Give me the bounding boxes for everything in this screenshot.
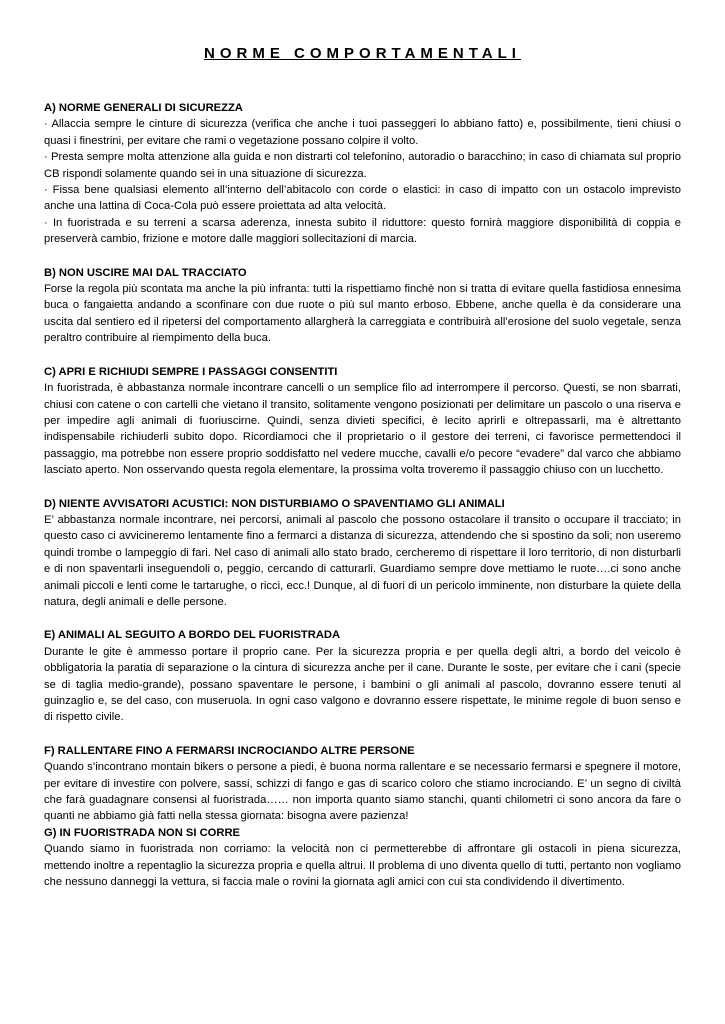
section-heading: F) RALLENTARE FINO A FERMARSI INCROCIANDO ALTRE PERSONE [44,744,415,757]
section-e [44,627,681,725]
section-paragraph: Quando siamo in fuoristrada non corriamo: la velocità non ci permetterebbe di affrontare gli ostacoli in piena sicurezza, mettendo inoltre a repentaglio la sicurezza propria e quella altrui. Il problema di uno diventa quello di tutti, pertanto non vogliamo che nessuno danneggi la vettura, si faccia male o rovini la giornata agli amici con cui sta condividendo il divertimento. [44,843,681,889]
section-heading: C) APRI E RICHIUDI SEMPRE I PASSAGGI CONSENTITI [44,365,338,378]
bullet-paragraph: · Allaccia sempre le cinture di sicurezza (verifica che anche i tuoi passeggeri lo abbiano fatto) e, possibilmente, tieni chiusi o quasi i finestrini, per evitare che rami o vegetazione possano colpire il volto. [44,118,681,147]
section-b [44,265,681,347]
section-heading: G) IN FUORISTRADA NON SI CORRE [44,826,240,839]
page-title: NORME COMPORTAMENTALI [204,45,521,62]
section-heading: B) NON USCIRE MAI DAL TRACCIATO [44,266,247,279]
section-heading: E) ANIMALI AL SEGUITO A BORDO DEL FUORISTRADA [44,629,341,642]
section-paragraph: Quando s’incontrano montain bikers o persone a piedi, è buona norma rallentare e se necessario fermarsi e spegnere il motore, per evitare di investire con polvere, sassi, schizzi di fango e gas di scarico coloro che stiamo incrociando. E’ un segno di civiltà che farà guadagnare consensi al fuoristrada…… non importa quanto siamo stanchi, quanti chilometri ci sono ancora da fare o quanti ne abbiamo già fatti nella stessa giornata: bisogna avere pazienza! [44,761,681,823]
section-paragraph: Durante le gite è ammesso portare il proprio cane. Per la sicurezza propria e per quella degli altri, a bordo del veicolo è obbligatoria la paratia di separazione o la cintura di sicurezza anche per il cane. Durante le soste, per evitare che i cani (specie se di taglia medio-grande), possano spaventare le persone, i bambini o gli animali al pascolo, dovranno essere tenuti al guinzaglio e, se del caso, con museruola. In ogni caso valgono e dovranno essere rispettate, le minime regole di buon senso e di rispetto civile. [44,645,681,724]
section-a [44,100,681,248]
bullet-paragraph: · In fuoristrada e su terreni a scarsa aderenza, innesta subito il riduttore: questo fornirà maggiore disponibilità di coppia e preserverà cambio, frizione e motore dalle maggiori sollecitazioni di marcia. [44,216,681,246]
section-heading: A) NORME GENERALI DI SICUREZZA [44,102,243,114]
section-g [44,825,681,891]
section-paragraph: E’ abbastanza normale incontrare, nei percorsi, animali al pascolo che possono ostacolare il transito o occupare il tracciato; in questo caso ci avvicineremo lentamente fino a fermarci a distanza di sicurezza, attendendo che si spostino da soli; non useremo quindi trombe o lampeggio di fari. Nel caso di animali allo stato brado, cercheremo di rispettare il loro territorio, di non disturbarli e di non spaventarli inseguendoli o, peggio, cercando di catturarli. Guardiamo sempre dove mettiamo le ruote….ci sono anche animali piccoli e lenti come le tartarughe, o ricci, ecc.! Dunque, al di fuori di un pericolo imminente, non disturbare la quiete della natura, degli animali e delle persone. [44,513,681,608]
section-f [44,743,681,825]
bullet-paragraph: · Fissa bene qualsiasi elemento all’interno dell’abitacolo con corde o elastici: in caso di impatto con un ostacolo imprevisto anche una lattina di Coca-Cola può essere proiettata ad alta velocità. [44,184,681,213]
section-heading: D) NIENTE AVVISATORI ACUSTICI: NON DISTURBIAMO O SPAVENTIAMO GLI ANIMALI [44,497,505,510]
section-c [44,364,681,479]
bullet-paragraph: · Presta sempre molta attenzione alla guida e non distrarti col telefonino, autoradio o baracchino; in caso di chiamata sul proprio CB rispondi solamente quando sei in una situazione di sicurezza. [44,151,681,180]
section-paragraph: In fuoristrada, è abbastanza normale incontrare cancelli o un semplice filo ad interrompere il percorso. Questi, se non sbarrati, chiusi con catene o con cartelli che vietano il transito, solitamente vengono posizionati per delimitare un pascolo o una riserva e per impedire agli animali di fuoriuscirne. Quindi, senza divieti specifici, è lecito aprirli e oltrepassarli, ma è altrettanto indispensabile richiuderli subito dopo. Ricordiamoci che il proprietario o il gestore dei terreni, ci favorisce permettendoci il passaggio, ma potrebbe non essere proprio soddisfatto nel vedere mucche, cavalli e/o pecore “evadere” dal varco che abbiamo lasciato aperto. Non osservando questa regola elementare, la prossima volta troveremo il passaggio chiuso con un lucchetto. [44,382,681,477]
section-paragraph: Forse la regola più scontata ma anche la più infranta: tutti la rispettiamo finchè non si tratta di evitare quella fastidiosa ennesima buca o fangaietta andando a sconfinare con due ruote o più sul manto erboso. Ebbene, anche quella è da considerare una uscita dal sentiero ed il ripetersi del comportamento allargherà la carreggiata e contribuirà all’erosione del suolo vegetale, senza peraltro contribuire al riempimento della buca. [44,283,681,345]
section-d [44,496,681,611]
